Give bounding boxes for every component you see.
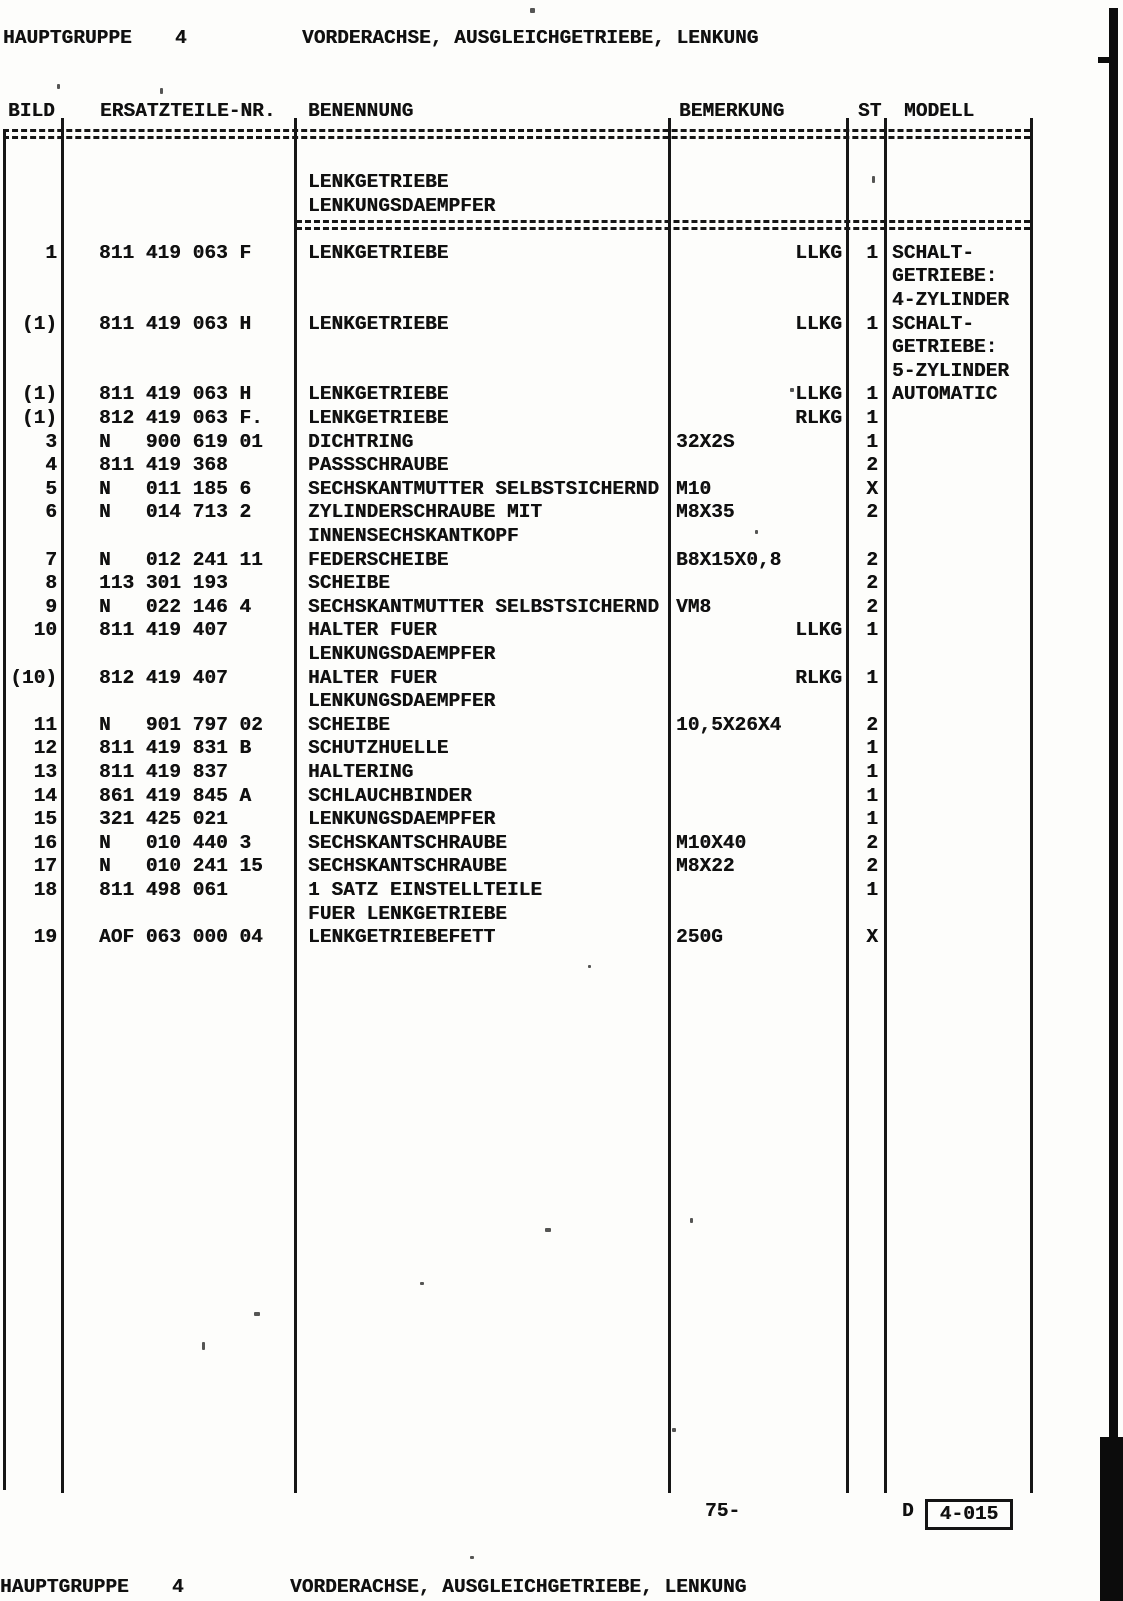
cell-st: 2	[866, 831, 878, 854]
cell-teile-nr: N 022 146 4	[99, 595, 252, 618]
cell-modell-line: SCHALT-	[892, 241, 974, 264]
cell-teile-nr: N 901 797 02	[99, 713, 263, 736]
cell-st: 1	[866, 761, 878, 783]
cell-modell-line: SCHALT-	[892, 312, 974, 335]
cell-st: 2	[866, 855, 878, 878]
cell-bild: 9	[45, 595, 57, 618]
col-header-bild: BILD	[8, 100, 55, 122]
col-header-bemerkung: BEMERKUNG	[679, 100, 785, 122]
scan-speckle	[202, 1342, 205, 1350]
cell-modell-line: GETRIEBE:	[892, 336, 998, 359]
cell-bild: 12	[33, 737, 57, 760]
hauptgruppe-number-top: 4	[175, 27, 187, 49]
hauptgruppe-label-top: HAUPTGRUPPE	[3, 27, 132, 49]
cell-teile-nr: 861 419 845 A	[99, 784, 252, 807]
cell-teile-nr: 811 419 063 H	[99, 312, 252, 335]
col-header-benennung: BENENNUNG	[308, 100, 414, 122]
cell-bemerkung-code: LLKG	[795, 312, 842, 335]
cell-modell-line: 4-ZYLINDER	[892, 289, 1010, 311]
scan-edge-bar-bottom	[1100, 1437, 1123, 1601]
cell-bemerkung-code: LLKG	[795, 619, 842, 642]
col-header-modell: MODELL	[904, 100, 975, 122]
cell-bemerkung: M10	[676, 477, 712, 500]
cell-benennung-line: HALTERING	[308, 761, 414, 783]
cell-st: 1	[866, 784, 878, 807]
scan-speckle	[790, 388, 794, 392]
col-header-st: ST	[858, 100, 882, 122]
cell-bild: 8	[45, 572, 57, 595]
cell-bild: (10)	[10, 666, 57, 689]
cell-teile-nr: N 014 713 2	[99, 501, 252, 524]
cell-benennung-line: DICHTRING	[308, 430, 414, 453]
cell-benennung-line: HALTER FUER	[308, 666, 437, 689]
cell-teile-nr: AOF 063 000 04	[99, 926, 263, 949]
cell-st: 1	[866, 312, 878, 335]
cell-benennung-line: LENKUNGSDAEMPFER	[308, 643, 496, 665]
cell-bemerkung-code: LLKG	[795, 241, 842, 264]
cell-benennung-line: PASSSCHRAUBE	[308, 454, 449, 477]
cell-teile-nr: N 010 241 15	[99, 855, 263, 878]
cell-bild: 18	[33, 879, 57, 901]
cell-bild: 1	[45, 241, 57, 264]
cell-st: 2	[866, 454, 878, 477]
cell-benennung-line: LENKGETRIEBE	[308, 312, 449, 335]
cell-bild: 11	[33, 713, 57, 736]
cell-teile-nr: 321 425 021	[99, 808, 228, 831]
scan-speckle	[470, 1556, 474, 1559]
cell-st: 1	[866, 430, 878, 453]
cell-benennung-line: FEDERSCHEIBE	[308, 548, 449, 571]
cell-benennung-line: LENKGETRIEBE	[308, 241, 449, 264]
cell-bild: 5	[45, 477, 57, 500]
scan-speckle	[755, 530, 758, 534]
scan-speckle	[420, 1282, 424, 1285]
cell-st: 2	[866, 713, 878, 736]
cell-teile-nr: 113 301 193	[99, 572, 228, 595]
scan-speckle	[530, 8, 535, 13]
cell-bild: 19	[33, 926, 57, 949]
scan-speckle	[254, 1312, 260, 1316]
cell-teile-nr: 811 419 063 F	[99, 241, 252, 264]
scan-speckle	[545, 1228, 551, 1232]
cell-benennung-line: LENKUNGSDAEMPFER	[308, 690, 496, 713]
cell-st: 1	[866, 808, 878, 831]
cell-teile-nr: N 900 619 01	[99, 430, 263, 453]
scan-speckle	[57, 84, 60, 89]
cell-bild: (1)	[21, 312, 57, 335]
cell-teile-nr: 812 419 407	[99, 666, 228, 689]
cell-st: X	[866, 926, 878, 949]
cell-st: 2	[866, 548, 878, 571]
col-header-teile-nr: ERSATZTEILE-NR.	[100, 100, 276, 122]
column-divider-bild	[61, 118, 64, 1493]
cell-benennung-line: LENKGETRIEBEFETT	[308, 926, 496, 949]
cell-bemerkung: M10X40	[676, 831, 747, 854]
cell-modell-line: GETRIEBE:	[892, 265, 998, 288]
cell-st: 1	[866, 241, 878, 264]
cell-bild: 16	[33, 831, 57, 854]
footer-sheet-code: 4-015	[939, 1502, 999, 1525]
cell-bemerkung: M8X22	[676, 855, 735, 878]
cell-benennung-line: SECHSKANTMUTTER SELBSTSICHERND	[308, 595, 660, 618]
cell-teile-nr: N 011 185 6	[99, 477, 252, 500]
scan-speckle	[588, 965, 591, 968]
cell-bemerkung: VM8	[676, 595, 712, 618]
cell-teile-nr: 811 419 831 B	[99, 737, 252, 760]
footer-code-letter: D	[902, 1500, 914, 1522]
cell-benennung-line: SECHSKANTSCHRAUBE	[308, 855, 507, 878]
cell-bild: 7	[45, 548, 57, 571]
cell-bild: 13	[33, 761, 57, 783]
cell-benennung-line: ZYLINDERSCHRAUBE MIT	[308, 501, 543, 524]
cell-bild: 14	[33, 784, 57, 807]
cell-st: 1	[866, 879, 878, 901]
hauptgruppe-label-bottom: HAUPTGRUPPE	[0, 1576, 129, 1598]
cell-benennung-line: SCHEIBE	[308, 713, 390, 736]
cell-benennung-line: LENKGETRIEBE	[308, 407, 449, 429]
page-title-top: VORDERACHSE, AUSGLEICHGETRIEBE, LENKUNG	[302, 27, 759, 49]
cell-teile-nr: N 010 440 3	[99, 831, 252, 854]
scan-speckle	[690, 1218, 693, 1223]
cell-bild: 3	[45, 430, 57, 453]
page-title-bottom: VORDERACHSE, AUSGLEICHGETRIEBE, LENKUNG	[290, 1576, 747, 1598]
column-divider-nr	[294, 118, 297, 1493]
cell-st: 1	[866, 407, 878, 429]
cell-bild: (1)	[21, 383, 57, 406]
cell-bild: 17	[33, 855, 57, 878]
cell-st: X	[866, 477, 878, 500]
cell-st: 2	[866, 501, 878, 524]
cell-modell-line: 5-ZYLINDER	[892, 359, 1010, 382]
cell-bemerkung: B8X15X0,8	[676, 548, 782, 571]
cell-st: 2	[866, 595, 878, 618]
cell-st: 1	[866, 666, 878, 689]
cell-bemerkung: 32X2S	[676, 430, 735, 453]
cell-modell-line: AUTOMATIC	[892, 383, 998, 406]
cell-bemerkung-code: RLKG	[795, 407, 842, 429]
cell-teile-nr: N 012 241 11	[99, 548, 263, 571]
scan-edge-tick	[1098, 57, 1110, 63]
cell-benennung-line: SECHSKANTMUTTER SELBSTSICHERND	[308, 477, 660, 500]
cell-bemerkung: 250G	[676, 926, 723, 949]
cell-teile-nr: 811 419 837	[99, 761, 228, 783]
cell-teile-nr: 811 419 368	[99, 454, 228, 477]
cell-benennung-line: FUER LENKGETRIEBE	[308, 902, 507, 925]
scan-edge-bar	[1109, 8, 1118, 1601]
cell-bild: 4	[45, 454, 57, 477]
cell-bild: 6	[45, 501, 57, 524]
cell-bemerkung: M8X35	[676, 501, 735, 524]
cell-bemerkung: 10,5X26X4	[676, 713, 782, 736]
cell-benennung-line: SECHSKANTSCHRAUBE	[308, 831, 507, 854]
cell-benennung-line: LENKUNGSDAEMPFER	[308, 808, 496, 831]
cell-benennung-line: SCHLAUCHBINDER	[308, 784, 472, 807]
cell-teile-nr: 811 419 407	[99, 619, 228, 642]
scan-speckle	[672, 1428, 676, 1432]
header-separator	[3, 129, 1030, 139]
cell-teile-nr: 811 419 063 H	[99, 383, 252, 406]
section-title-line: LENKGETRIEBE	[308, 171, 449, 193]
cell-bild: 10	[33, 619, 57, 642]
cell-st: 1	[866, 619, 878, 642]
scan-speckle	[160, 88, 163, 94]
cell-st: 2	[866, 572, 878, 595]
cell-benennung-line: LENKGETRIEBE	[308, 383, 449, 406]
table-border-right	[1030, 118, 1033, 1493]
cell-benennung-line: HALTER FUER	[308, 619, 437, 642]
section-title-line: LENKUNGSDAEMPFER	[308, 194, 496, 217]
cell-teile-nr: 812 419 063 F.	[99, 407, 263, 429]
footer-page-ref: 75-	[705, 1500, 741, 1522]
hauptgruppe-number-bottom: 4	[172, 1576, 184, 1598]
scan-speckle	[872, 176, 875, 183]
cell-bild: 15	[33, 808, 57, 831]
sheet-number-box	[925, 1499, 1013, 1530]
cell-bemerkung-code: RLKG	[795, 666, 842, 689]
cell-st: 1	[866, 737, 878, 760]
cell-bemerkung-code: LLKG	[795, 383, 842, 406]
cell-benennung-line: 1 SATZ EINSTELLTEILE	[308, 879, 543, 901]
cell-st: 1	[866, 383, 878, 406]
cell-benennung-line: SCHEIBE	[308, 572, 390, 595]
column-divider-benennung	[668, 118, 671, 1493]
section-separator	[296, 220, 1030, 230]
column-divider-st	[884, 118, 887, 1493]
cell-benennung-line: INNENSECHSKANTKOPF	[308, 525, 519, 547]
cell-teile-nr: 811 498 061	[99, 879, 228, 901]
cell-benennung-line: SCHUTZHUELLE	[308, 737, 449, 760]
cell-bild: (1)	[21, 407, 57, 429]
